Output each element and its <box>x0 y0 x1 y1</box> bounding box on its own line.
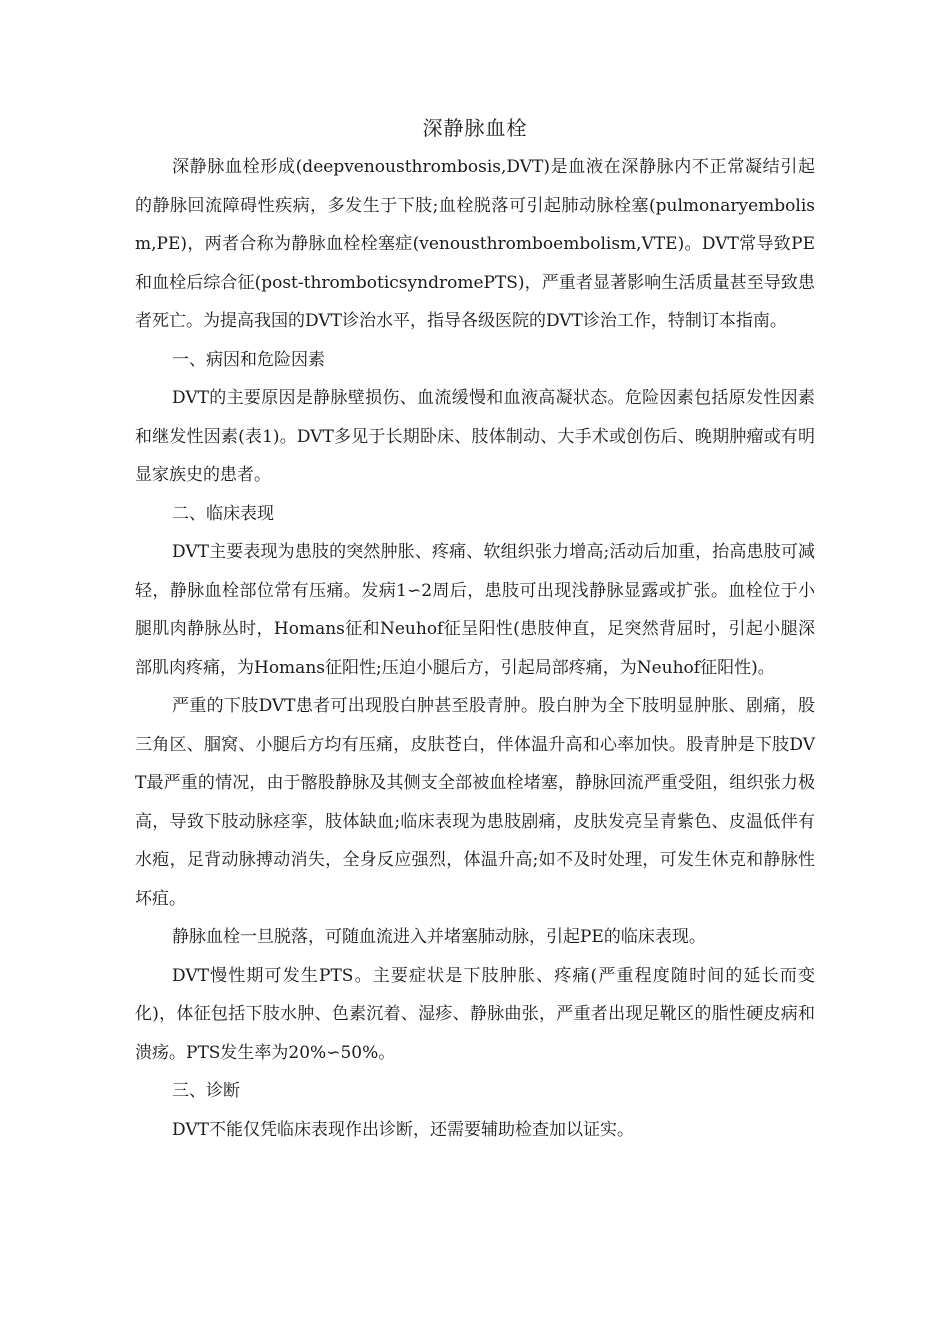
section-heading-diagnosis: 三、诊断 <box>172 1081 240 1101</box>
paragraph-intro: 深静脉血栓形成(deepvenousthrombosis,DVT)是血液在深静脉内不正常凝结引起的静脉回流障碍性疾病，多发生于下肢;血栓脱落可引起肺动脉栓塞(pulmonaryembolism,PE)，两者合称为静脉血栓栓塞症(venousthromboembolism,VTE)。DVT常导致PE和血栓后综合征(post-thromboticsyndromePTS)，严重者显著影响生活质量甚至导致患者死亡。为提高我国的DVT诊治水平，指导各级医院的DVT诊治工作，特制订本指南。 <box>135 157 815 331</box>
document-page <box>135 108 815 1149</box>
paragraph-diagnosis: DVT不能仅凭临床表现作出诊断，还需要辅助检查加以证实。 <box>172 1119 634 1140</box>
section-heading-clinical: 二、临床表现 <box>172 503 274 524</box>
paragraph-etiology: DVT的主要原因是静脉壁损伤、血流缓慢和血液高凝状态。危险因素包括原发性因素和继发性因素(表1)。DVT多见于长期卧床、肢体制动、大手术或创伤后、晚期肿瘤或有明显家族史的患者。 <box>135 388 815 485</box>
paragraph-clinical-severe: 严重的下肢DVT患者可出现股白肿甚至股青肿。股白肿为全下肢明显肿胀、剧痛，股三角区、腘窝、小腿后方均有压痛，皮肤苍白，伴体温升高和心率加快。股青肿是下肢DVT最严重的情况，由于髂股静脉及其侧支全部被血栓堵塞，静脉回流严重受阻，组织张力极高，导致下肢动脉痉挛，肢体缺血;临床表现为患肢剧痛，皮肤发亮呈青紫色、皮温低伴有水疱，足背动脉搏动消失，全身反应强烈，体温升高;如不及时处理，可发生休克和静脉性坏疽。 <box>135 696 815 909</box>
paragraph-clinical-pe: 静脉血栓一旦脱落，可随血流进入并堵塞肺动脉，引起PE的临床表现。 <box>172 927 706 947</box>
document-title: 深静脉血栓 <box>422 116 528 140</box>
paragraph-clinical-pts: DVT慢性期可发生PTS。主要症状是下肢肿胀、疼痛(严重程度随时间的延长而变化)，体征包括下肢水肿、色素沉着、湿疹、静脉曲张，严重者出现足靴区的脂性硬皮病和溃疡。PTS发生率为20%∽50%。 <box>135 965 815 1063</box>
paragraph-clinical-main: DVT主要表现为患肢的突然肿胀、疼痛、软组织张力增高;活动后加重，抬高患肢可减轻，静脉血栓部位常有压痛。发病1∽2周后，患肢可出现浅静脉显露或扩张。血栓位于小腿肌肉静脉丛时，Homans征和Neuhof征呈阳性(患肢伸直，足突然背屈时，引起小腿深部肌肉疼痛，为Homans征阳性;压迫小腿后方，引起局部疼痛，为Neuhof征阳性)。 <box>135 542 815 678</box>
section-heading-etiology: 一、病因和危险因素 <box>172 349 325 370</box>
